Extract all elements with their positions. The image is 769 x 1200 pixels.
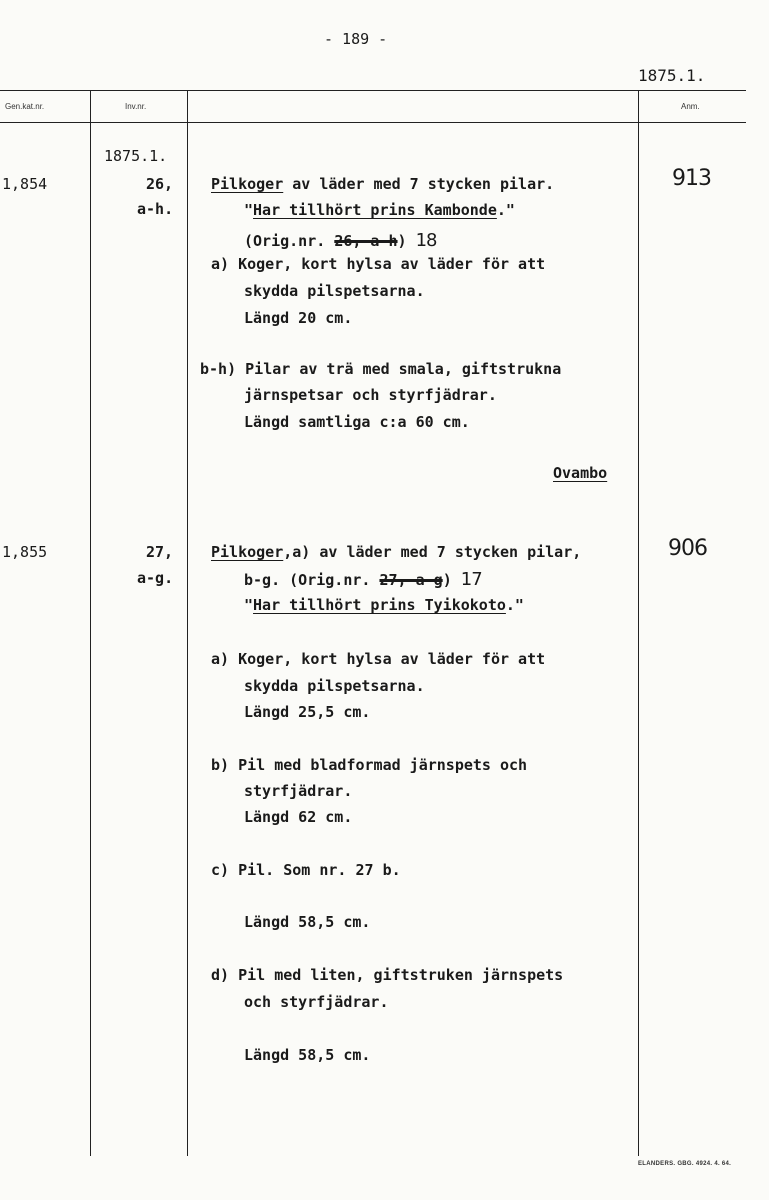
object-name: Pilkoger xyxy=(211,175,284,193)
inv-number: 26, xyxy=(146,175,174,193)
gen-kat-number: 1,855 xyxy=(2,543,48,561)
part-b-line: styrfjädrar. xyxy=(244,782,353,800)
handwritten-note: 906 xyxy=(668,536,707,561)
handwritten-original-number: 17 xyxy=(460,569,482,590)
part-a-line: skydda pilspetsarna. xyxy=(244,677,425,695)
inv-subletters: a-g. xyxy=(137,569,174,587)
struck-number: 26, a-h xyxy=(334,232,398,250)
part-a-length: Längd 25,5 cm. xyxy=(244,703,371,721)
header-top-rule xyxy=(0,90,746,91)
column-divider-3 xyxy=(638,91,639,1156)
title-description: av läder med 7 stycken pilar. xyxy=(283,175,555,193)
inv-subletters: a-h. xyxy=(137,200,174,218)
original-number-line: b-g. (Orig.nr. 27, a-g) 17 xyxy=(244,569,482,590)
column-divider-2 xyxy=(187,91,188,1156)
part-a-line: a) Koger, kort hylsa av läder för att xyxy=(211,255,546,273)
entry-title-line xyxy=(211,175,554,193)
part-d-line: och styrfjädrar. xyxy=(244,993,389,1011)
entry-title-line xyxy=(211,543,581,561)
original-number-line: (Orig.nr. 26, a-h) 18 xyxy=(244,230,437,251)
owner-name: Har tillhört prins Tyikokoto xyxy=(253,596,506,614)
part-a-length: Längd 20 cm. xyxy=(244,309,353,327)
people-name: Ovambo xyxy=(553,464,608,482)
column-header-gen-kat: Gen.kat.nr. xyxy=(5,102,45,111)
column-divider-1 xyxy=(90,91,91,1156)
owner-line: "Har tillhört prins Tyikokoto." xyxy=(244,596,524,614)
struck-number: 27, a-g xyxy=(379,571,443,589)
printer-imprint: ELANDERS. GBG. 4924. 4. 64. xyxy=(638,1161,732,1167)
inv-number: 27, xyxy=(146,543,174,561)
inv-year: 1875.1. xyxy=(104,147,168,165)
part-a-line: a) Koger, kort hylsa av läder för att xyxy=(211,650,546,668)
gen-kat-number: 1,854 xyxy=(2,175,48,193)
object-name: Pilkoger xyxy=(211,543,284,561)
owner-line: "Har tillhört prins Kambonde." xyxy=(244,201,515,219)
part-bh-line: järnspetsar och styrfjädrar. xyxy=(244,386,497,404)
part-b-line: b) Pil med bladformad järnspets och xyxy=(211,756,528,774)
part-bh-line: b-h) Pilar av trä med smala, giftstrukna xyxy=(200,360,562,378)
handwritten-original-number: 18 xyxy=(415,230,437,251)
handwritten-note: 913 xyxy=(672,166,711,191)
year-reference: 1875.1. xyxy=(638,66,706,85)
owner-name: Har tillhört prins Kambonde xyxy=(253,201,497,219)
part-b-length: Längd 62 cm. xyxy=(244,808,353,826)
page-number: - 189 - xyxy=(324,30,388,48)
column-header-inv: Inv.nr. xyxy=(125,102,147,111)
title-description: ,a) av läder med 7 stycken pilar, xyxy=(283,543,582,561)
column-header-anm: Anm. xyxy=(681,102,700,111)
part-c-length: Längd 58,5 cm. xyxy=(244,913,371,931)
part-d-length: Längd 58,5 cm. xyxy=(244,1046,371,1064)
part-a-line: skydda pilspetsarna. xyxy=(244,282,425,300)
part-bh-length: Längd samtliga c:a 60 cm. xyxy=(244,413,470,431)
header-bottom-rule xyxy=(0,122,746,123)
part-c-line: c) Pil. Som nr. 27 b. xyxy=(211,861,401,879)
part-d-line: d) Pil med liten, giftstruken järnspets xyxy=(211,966,564,984)
